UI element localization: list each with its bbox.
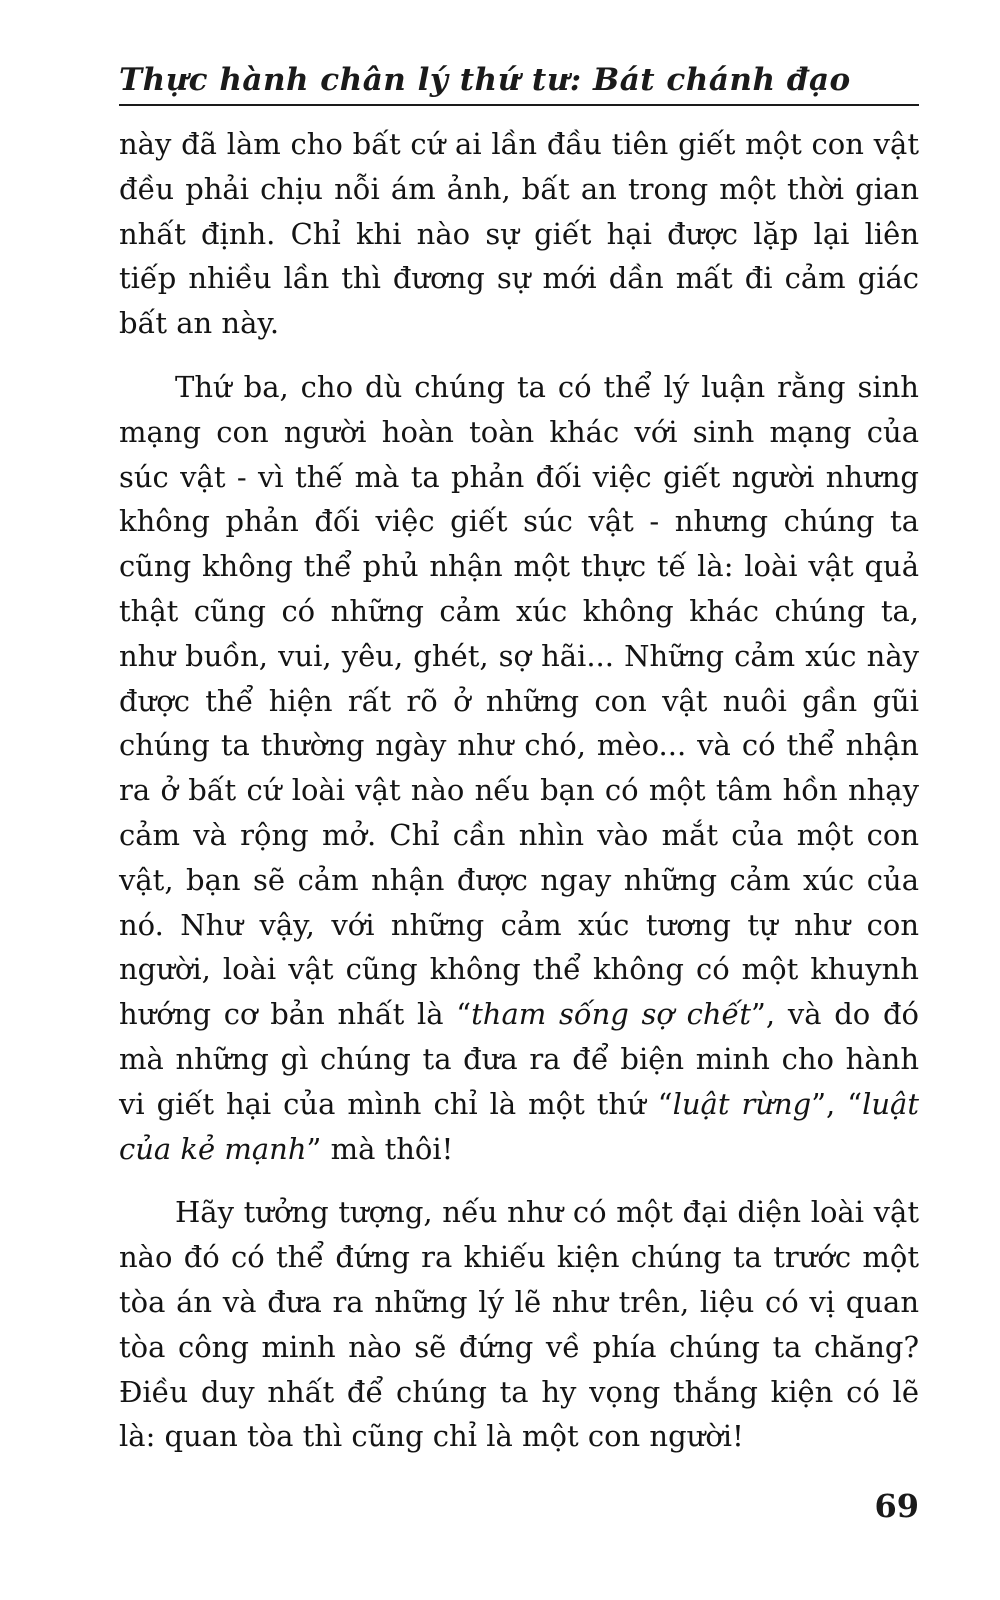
- body-text: [119, 122, 919, 1478]
- chapter-title: Thực hành chân lý thứ tư: Bát chánh đạo: [119, 62, 851, 98]
- paragraph-2-text: ”, “: [811, 1086, 863, 1121]
- emphasis-luat-rung: luật rừng: [672, 1086, 812, 1121]
- running-header: [119, 52, 919, 106]
- paragraph-2-text: Thứ ba, cho dù chúng ta có thể lý luận rằng sinh mạng con người hoàn toàn khác với sinh mạng của súc vật - vì thế mà ta phản đối việc giết người nhưng không phản đối việc giết súc vật - nhưng chúng ta cũng không thể phủ nhận một thực tế là: loài vật quả thật cũng có những cảm xúc không khác chúng ta, như buồn, vui, yêu, ghét, sợ hãi... Những cảm xúc này được thể hiện rất rõ ở những con vật nuôi gần gũi chúng ta thường ngày như chó, mèo... và có thể nhận ra ở bất cứ loài vật nào nếu bạn có một tâm hồn nhạy cảm và rộng mở. Chỉ cần nhìn vào mắt của một con vật, bạn sẽ cảm nhận được ngay những cảm xúc của nó. Như vậy, với những cảm xúc tương tự như con người, loài vật cũng không thể không có một khuynh hướng cơ bản nhất là “: [119, 369, 919, 1032]
- paragraph-2-text: ”, và do đó mà những gì chúng ta đưa ra để biện minh cho hành vi giết hại của mình chỉ là một thứ “: [119, 997, 919, 1121]
- page-number: 69: [874, 1487, 919, 1525]
- paragraph-1: [119, 122, 919, 346]
- paragraph-1-text: này đã làm cho bất cứ ai lần đầu tiên giết một con vật đều phải chịu nỗi ám ảnh, bất an trong một thời gian nhất định. Chỉ khi nào sự giết hại được lặp lại liên tiếp nhiều lần thì đương sự mới dần mất đi cảm giác bất an này.: [119, 127, 919, 341]
- emphasis-luat-cua-ke-manh: luật của kẻ mạnh: [119, 1086, 919, 1166]
- paragraph-3: [119, 1190, 919, 1459]
- paragraph-3-text: Hãy tưởng tượng, nếu như có một đại diện loài vật nào đó có thể đứng ra khiếu kiện chúng ta trước một tòa án và đưa ra những lý lẽ như trên, liệu có vị quan tòa công minh nào sẽ đứng về phía chúng ta chăng? Điều duy nhất để chúng ta hy vọng thắng kiện có lẽ là: quan tòa thì cũng chỉ là một con người!: [119, 1195, 919, 1454]
- paragraph-2: [119, 365, 919, 1171]
- paragraph-2-text: ” mà thôi!: [306, 1131, 454, 1166]
- emphasis-tham-song-so-chet: tham sống sợ chết: [471, 997, 752, 1032]
